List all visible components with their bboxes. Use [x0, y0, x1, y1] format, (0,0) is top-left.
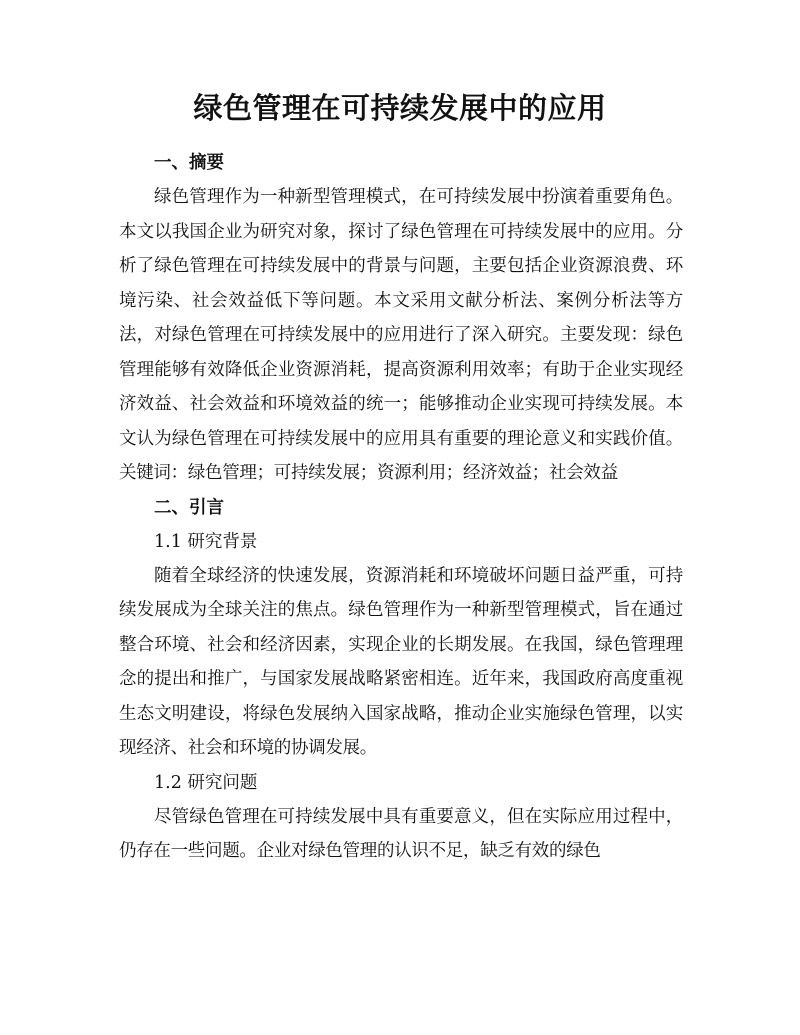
research-question-paragraph: 尽管绿色管理在可持续发展中具有重要意义，但在实际应用过程中，仍存在一些问题。企业对绿色管理的认识不足，缺乏有效的绿色 — [119, 806, 683, 861]
abstract-paragraph: 绿色管理作为一种新型管理模式，在可持续发展中扮演着重要角色。本文以我国企业为研究对象，探讨了绿色管理在可持续发展中的应用。分析了绿色管理在可持续发展中的背景与问题，主要包括企业资源浪费、环境污染、社会效益低下等问题。本文采用文献分析法、案例分析法等方法，对绿色管理在可持续发展中的应用进行了深入研究。主要发现：绿色管理能够有效降低企业资源消耗，提高资源利用效率；有助于企业实现经济效益、社会效益和环境效益的统一；能够推动企业实现可持续发展。本文认为绿色管理在可持续发展中的应用具有重要的理论意义和实践价值。关键词：绿色管理；可持续发展；资源利用；经济效益；社会效益 — [119, 187, 683, 483]
document-title: 绿色管理在可持续发展中的应用 — [193, 91, 607, 125]
background-paragraph: 随着全球经济的快速发展，资源消耗和环境破坏问题日益严重，可持续发展成为全球关注的焦点。绿色管理作为一种新型管理模式，旨在通过整合环境、社会和经济因素，实现企业的长期发展。在我国，绿色管理理念的提出和推广，与国家发展战略紧密相连。近年来，我国政府高度重视生态文明建设，将绿色发展纳入国家战略，推动企业实施绿色管理，以实现经济、社会和环境的协调发展。 — [119, 565, 683, 758]
subsection-heading-background: 1.1 研究背景 — [154, 531, 258, 552]
document-body — [119, 146, 683, 869]
section-heading-abstract: 一、摘要 — [154, 153, 224, 173]
subsection-heading-research-question: 1.2 研究问题 — [154, 772, 258, 793]
section-heading-introduction: 二、引言 — [154, 497, 224, 518]
